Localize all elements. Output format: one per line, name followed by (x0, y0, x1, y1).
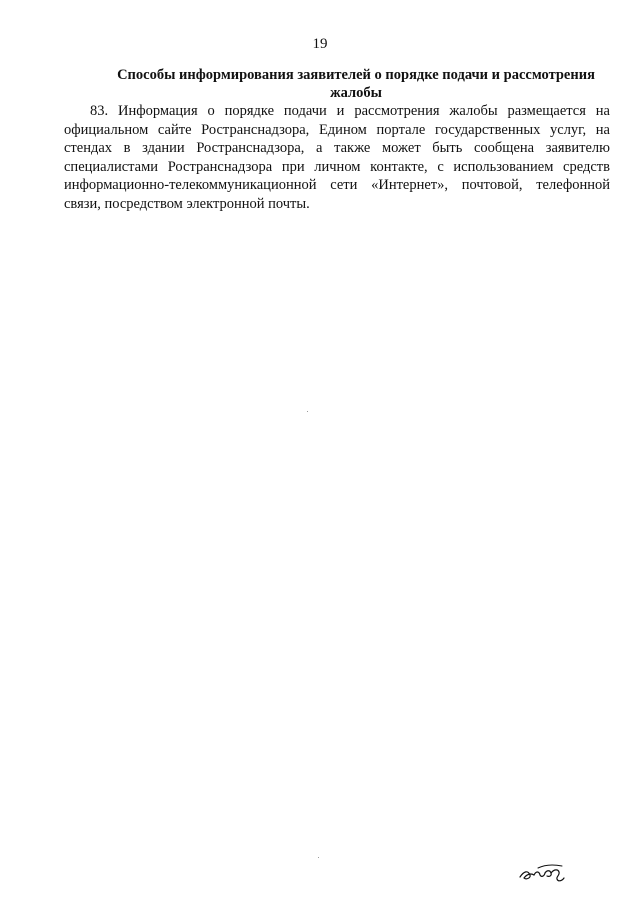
handwritten-initials-signature (516, 859, 568, 887)
section-title: Способы информирования заявителей о порядке подачи и рассмотрения жалобы (117, 67, 595, 101)
page-number: 19 (312, 36, 328, 52)
paragraph-83: 83. Информация о порядке подачи и рассмотрения жалобы размещается на официальном сайте Ространснадзора, Едином портале государственных услуг, на стендах в здании Ространснадзора, а также может быть сообщена заявителю специалистами Ространснадзора при личном контакте, с использованием средств информационно-телекоммуникационной сети «Интернет», почтовой, телефонной связи, посредством электронной почты. (64, 103, 610, 212)
scan-speck (318, 857, 319, 858)
scan-speck (307, 411, 308, 412)
